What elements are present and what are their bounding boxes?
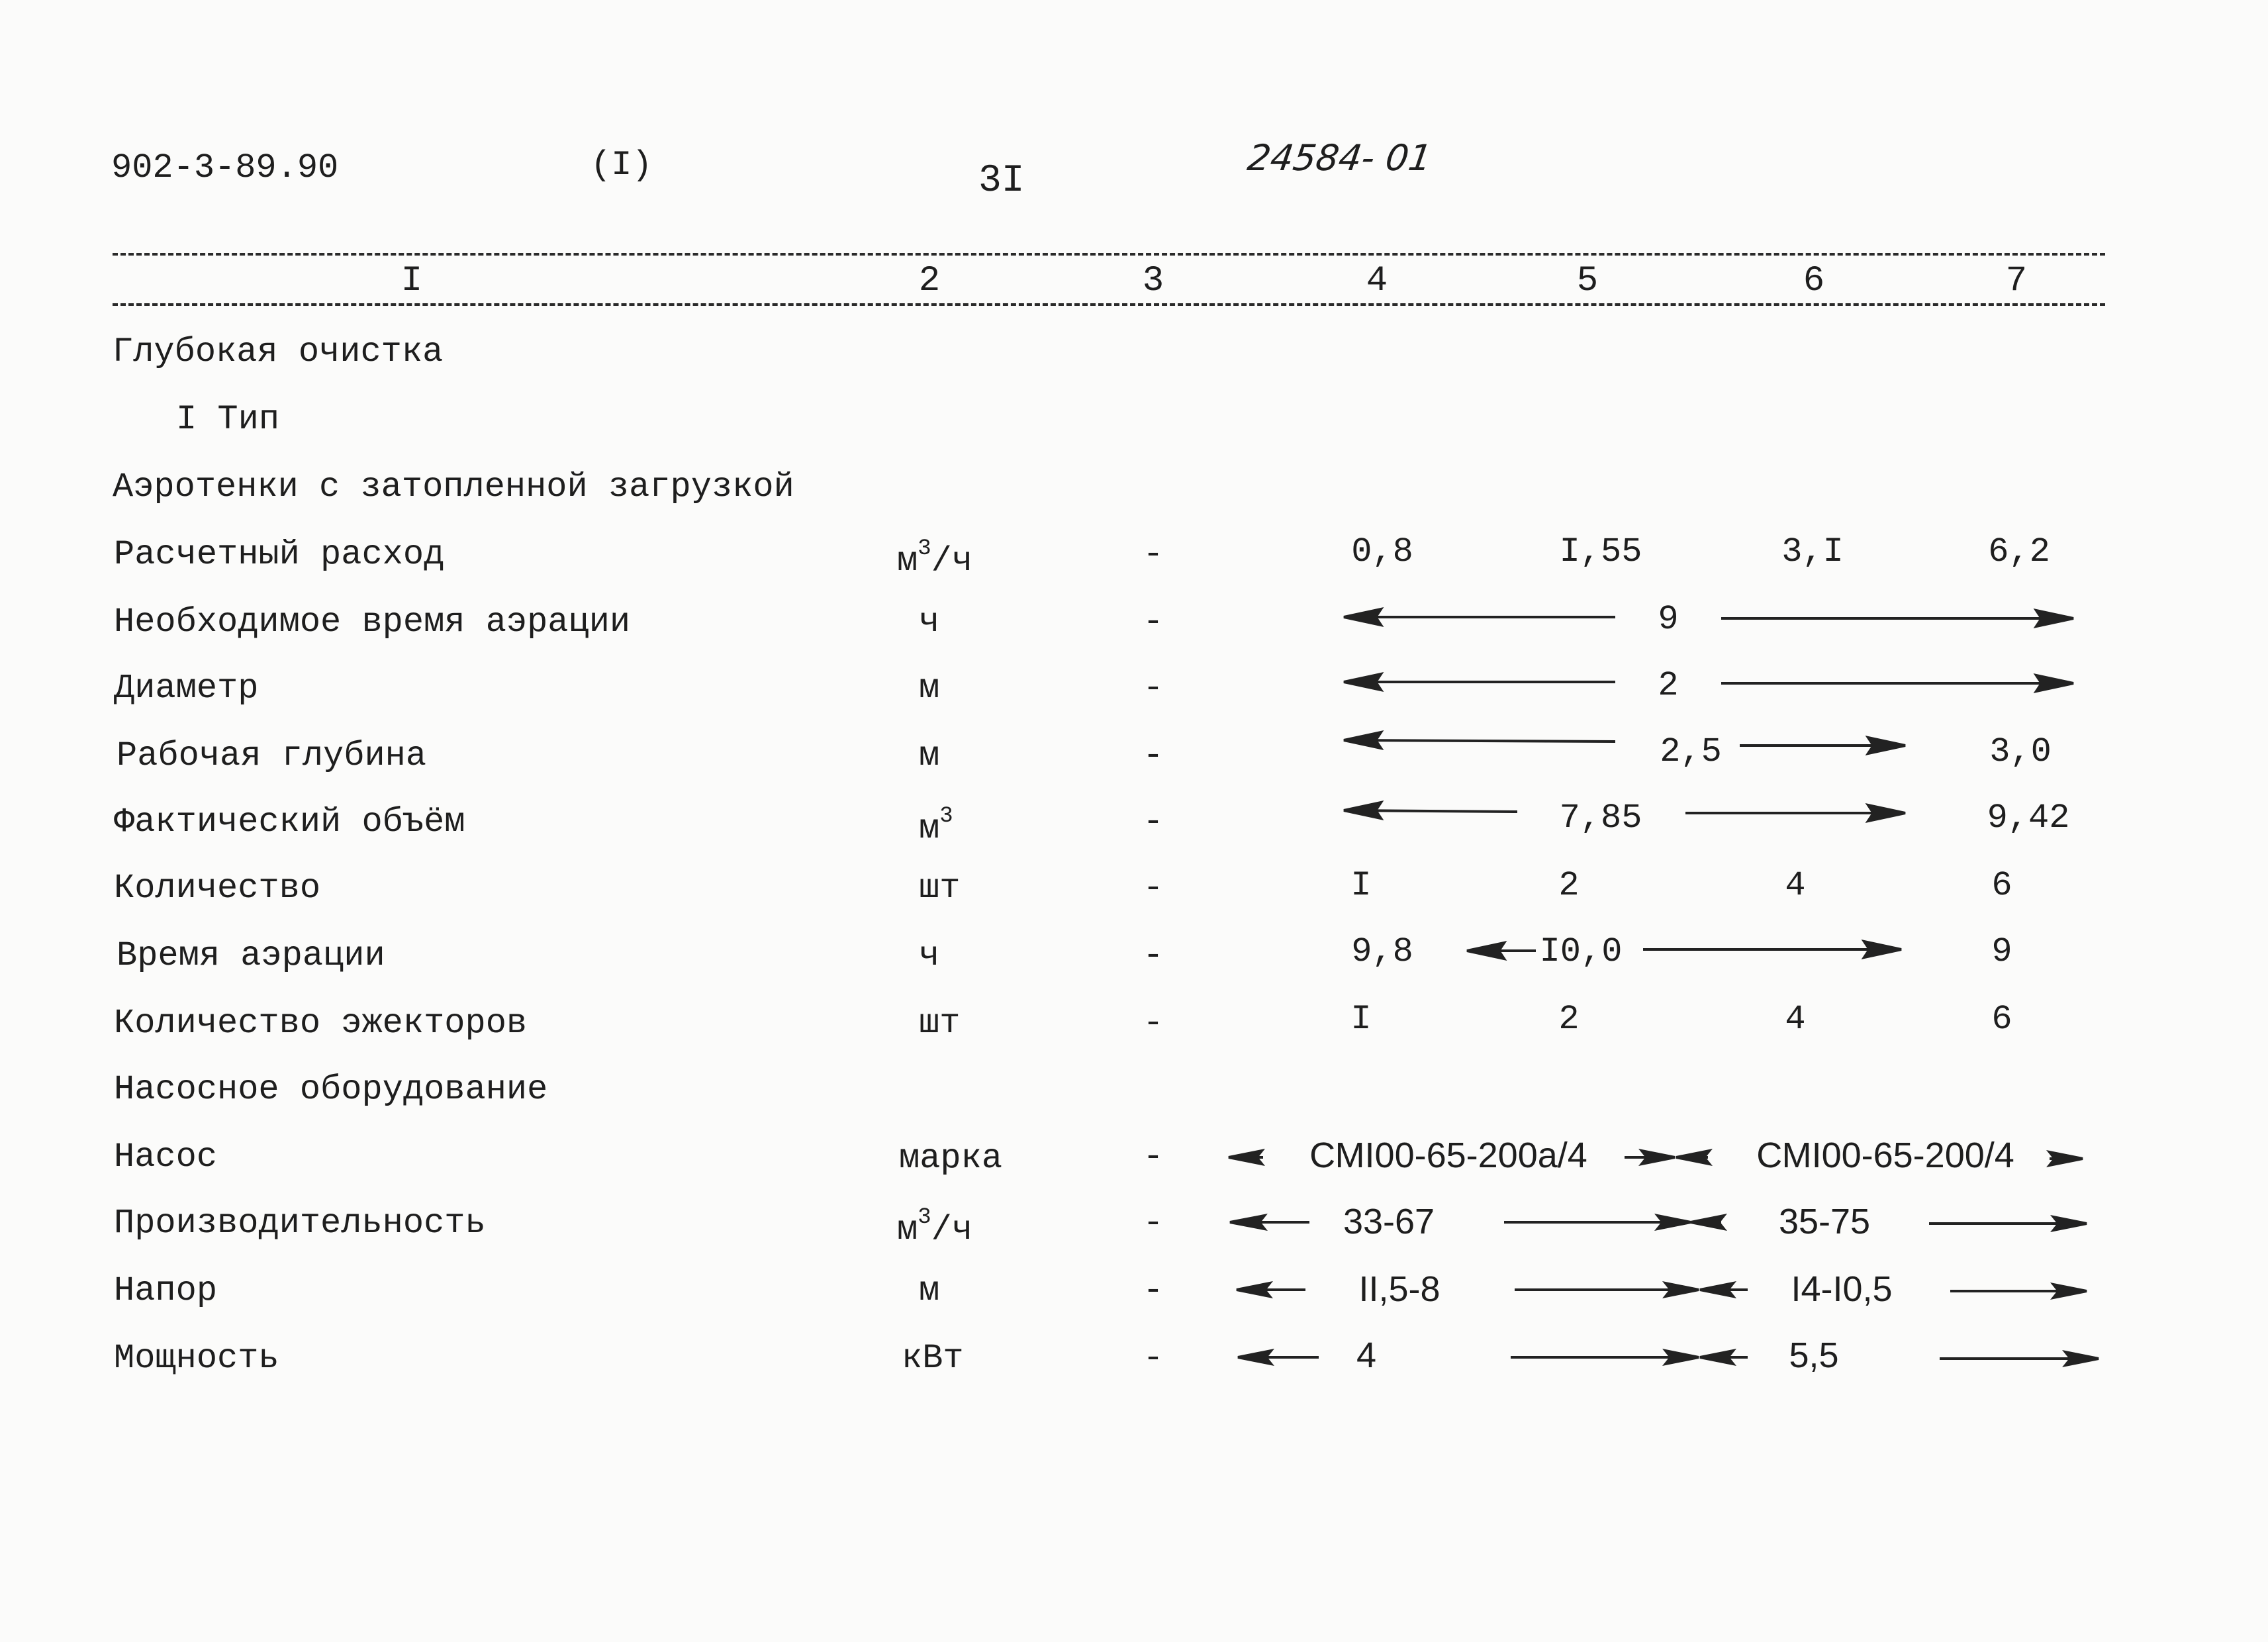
row-dash: -: [1143, 802, 1164, 842]
value-cell: I4-I0,5: [1791, 1269, 1893, 1309]
row-label: Диаметр: [114, 669, 259, 708]
page-number: 3I: [978, 160, 1025, 203]
range-arrow-right: [1504, 1216, 1691, 1229]
value-cell: 6: [1991, 866, 2012, 905]
row-label: Необходимое время аэрации: [114, 603, 631, 642]
value-cell: 2,5: [1660, 732, 1722, 771]
column-number-5: 5: [1576, 261, 1599, 301]
row-unit: кВт: [902, 1339, 964, 1378]
row-dash: -: [1143, 936, 1164, 975]
section-deep-treatment: Глубокая очистка: [113, 332, 444, 371]
range-arrow-right: [2050, 1152, 2083, 1165]
column-number-1: I: [401, 261, 423, 301]
value-cell: 3,0: [1989, 732, 2052, 771]
value-cell: 9,42: [1987, 798, 2070, 838]
value-cell: I0,0: [1539, 932, 1623, 971]
range-arrow-left: [1230, 1216, 1309, 1229]
range-arrow-right: [1511, 1351, 1699, 1364]
range-arrow-left: [1344, 674, 1615, 690]
row-unit: ч: [919, 936, 940, 975]
range-arrow-left: [1237, 1283, 1305, 1296]
column-number-4: 4: [1366, 261, 1388, 301]
value-cell: 5,5: [1789, 1335, 1839, 1375]
row-label: Количество эжекторов: [114, 1004, 528, 1043]
value-cell: 4: [1356, 1335, 1377, 1375]
value-cell: 35-75: [1778, 1202, 1871, 1241]
row-unit: $м^3/ч$: [897, 1205, 973, 1249]
row-unit: м: [919, 736, 940, 775]
row-label: Мощность: [114, 1339, 279, 1378]
row-dash: -: [1143, 535, 1164, 574]
range-arrow-right: [1740, 738, 1905, 753]
row-unit: м: [919, 669, 940, 708]
row-unit: шт: [919, 869, 961, 908]
column-number-7: 7: [2005, 261, 2028, 301]
value-cell: I: [1350, 1000, 1372, 1039]
value-cell: 0,8: [1351, 532, 1413, 571]
value-cell: II,5-8: [1358, 1269, 1441, 1309]
row-unit: ч: [919, 603, 940, 642]
row-dash: -: [1143, 869, 1164, 908]
range-arrow-right: [1685, 805, 1905, 821]
row-label: Производительность: [114, 1204, 486, 1243]
value-cell: СМI00-65-200/4: [1756, 1135, 2014, 1175]
range-arrow-right: [1721, 675, 2073, 691]
value-cell: 9: [1658, 600, 1679, 639]
value-cell: 6: [1991, 1000, 2012, 1039]
document-code: 902-3-89.90: [111, 148, 339, 187]
row-label: Количество: [114, 869, 321, 908]
row-dash: -: [1143, 1271, 1164, 1310]
inventory-number: 24584- 01: [1245, 137, 1435, 179]
range-arrow-left: [1344, 732, 1615, 748]
row-dash: -: [1143, 1339, 1164, 1378]
value-cell: I: [1350, 866, 1372, 905]
range-arrow-left: [1344, 609, 1615, 625]
value-cell: I,55: [1559, 532, 1642, 571]
row-dash: -: [1143, 1137, 1164, 1177]
value-cell: 4: [1785, 866, 1806, 905]
range-arrow-right: [1950, 1284, 2087, 1298]
row-label: Рабочая глубина: [117, 736, 427, 775]
range-arrow-right: [1721, 610, 2073, 626]
value-cell: 9,8: [1351, 932, 1413, 971]
range-arrow-left: [1700, 1351, 1748, 1364]
range-arrow-right: [1625, 1151, 1675, 1164]
range-arrow-left: [1691, 1216, 1724, 1229]
value-cell: 2: [1658, 666, 1679, 705]
range-arrow-left: [1229, 1151, 1263, 1164]
column-number-2: 2: [918, 261, 941, 301]
document-part: (I): [591, 146, 653, 185]
range-arrow-left: [1676, 1151, 1709, 1164]
value-cell: 7,85: [1559, 798, 1642, 838]
row-dash: -: [1143, 603, 1164, 642]
value-cell: СМI00-65-200а/4: [1309, 1135, 1587, 1175]
range-arrow-left: [1467, 943, 1536, 959]
column-number-6: 6: [1803, 261, 1825, 301]
row-unit: $м^3$: [919, 804, 953, 848]
row-unit: м: [919, 1271, 940, 1310]
range-arrow-right: [1929, 1217, 2087, 1230]
row-unit: $м^3/ч$: [897, 536, 973, 581]
value-cell: 3,I: [1781, 532, 1844, 571]
range-arrow-right: [1940, 1352, 2099, 1365]
column-number-3: 3: [1142, 261, 1164, 301]
row-label: Фактический объём: [114, 802, 465, 842]
row-dash: -: [1143, 736, 1164, 775]
value-cell: 9: [1991, 932, 2012, 971]
row-label: Насос: [114, 1137, 218, 1177]
row-label: Напор: [114, 1271, 218, 1310]
row-dash: -: [1143, 1204, 1164, 1243]
value-cell: 6,2: [1988, 532, 2050, 571]
value-cell: 4: [1785, 1000, 1806, 1039]
value-cell: 2: [1558, 1000, 1580, 1039]
range-arrow-right: [1643, 942, 1901, 957]
section-aerotanks: Аэротенки с затопленной загрузкой: [113, 467, 794, 507]
range-arrow-left: [1700, 1283, 1748, 1296]
range-arrow-left: [1238, 1351, 1319, 1364]
section-pumps: Насосное оборудование: [114, 1070, 548, 1109]
range-arrow-left: [1344, 802, 1517, 818]
row-unit: марка: [899, 1139, 1003, 1178]
row-unit: шт: [919, 1004, 961, 1043]
section-type: I Тип: [176, 400, 280, 439]
row-label: Расчетный расход: [114, 535, 445, 574]
range-arrow-right: [1515, 1283, 1699, 1296]
row-dash: -: [1143, 1004, 1164, 1043]
row-dash: -: [1143, 669, 1164, 708]
value-cell: 33-67: [1343, 1202, 1435, 1241]
value-cell: 2: [1558, 866, 1580, 905]
row-label: Время аэрации: [117, 936, 385, 975]
